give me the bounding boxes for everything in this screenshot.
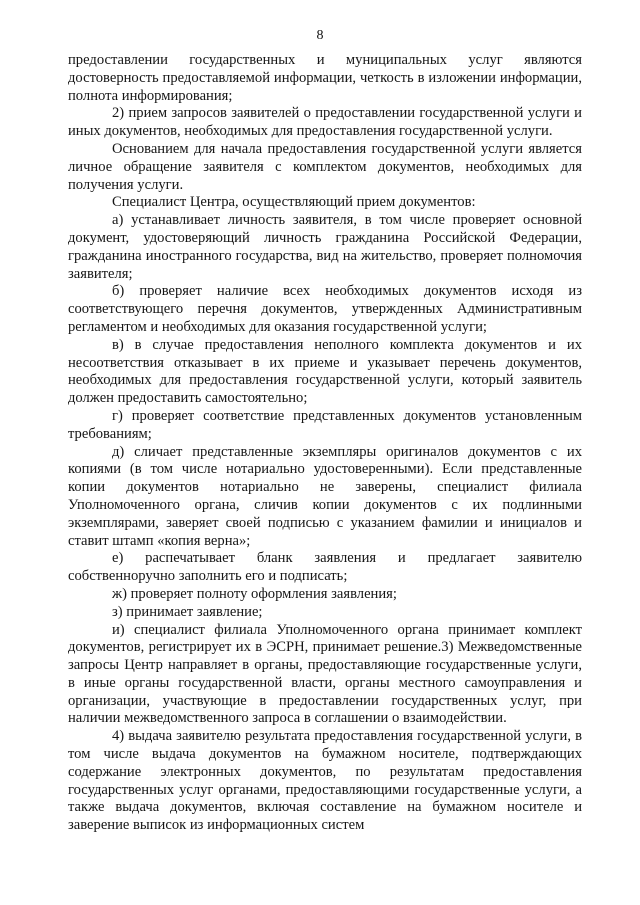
paragraph-item-e: е) распечатывает бланк заявления и предлагает заявителю собственноручно заполнить его и подписать; [68, 550, 582, 585]
paragraph-item-4: 4) выдача заявителю результата предоставления государственной услуги, в том числе выдача документов на бумажном носителе, подтверждающих содержание электронных документов, по результатам предоставления государственных услуг органами, предоставляющими государственные услуги, а также выдача документов, включая составление на бумажном носителе и заверение выписок из информационных систем [68, 728, 582, 834]
document-body [68, 52, 582, 835]
paragraph-item-d: д) сличает представленные экземпляры оригиналов документов с их копиями (в том числе нотариально удостоверенными). Если представленные копии документов нотариально не заверены, специалист филиала Уполномоченного органа, сличив копии документов с их подлинными экземплярами, заверяет своей подписью с указанием фамилии и инициалов и ставит штамп «копия верна»; [68, 443, 582, 549]
paragraph-item-z: з) принимает заявление; [112, 603, 263, 620]
page-number: 8 [316, 28, 324, 43]
paragraph-item-zh: ж) проверяет полноту оформления заявления; [112, 585, 397, 602]
paragraph-item-v: в) в случае предоставления неполного комплекта документов и их несоответствия отказывает в их приеме и указывает перечень документов, необходимых для предоставления государственной услуги, который заявитель должен предоставить самостоятельно; [68, 336, 582, 407]
paragraph-item-g: г) проверяет соответствие представленных документов установленным требованиям; [68, 407, 582, 442]
paragraph-item-i: и) специалист филиала Уполномоченного органа принимает комплект документов, регистрирует их в ЭСРН, принимает решение.3) Межведомственные запросы Центр направляет в органы, предоставляющие государственные услуги, в иные органы государственной власти, органы местного самоуправления и организации, участвующие в предоставлении государственных услуг, при наличии межведомственного запроса в соглашении о взаимодействии. [68, 621, 582, 727]
paragraph-specialist-intro: Специалист Центра, осуществляющий прием документов: [112, 194, 476, 211]
paragraph-continuation: предоставлении государственных и муниципальных услуг являются достоверность предоставляемой информации, четкость в изложении информации, полнота информирования; [68, 52, 582, 104]
paragraph-item-2: 2) прием запросов заявителей о предоставлении государственной услуги и иных документов, необходимых для предоставления государственной услуги. [68, 105, 582, 140]
paragraph-item-b: б) проверяет наличие всех необходимых документов исходя из соответствующего перечня документов, утвержденных Административным регламентом и необходимых для оказания государственной услуги; [68, 283, 582, 335]
paragraph-item-a: а) устанавливает личность заявителя, в том числе проверяет основной документ, удостоверяющий личность гражданина Российской Федерации, гражданина иностранного государства, вид на жительство, проверяет полномочия заявителя; [68, 212, 582, 282]
paragraph-basis: Основанием для начала предоставления государственной услуги является личное обращение заявителя с комплектом документов, необходимых для получения услуги. [68, 140, 582, 193]
